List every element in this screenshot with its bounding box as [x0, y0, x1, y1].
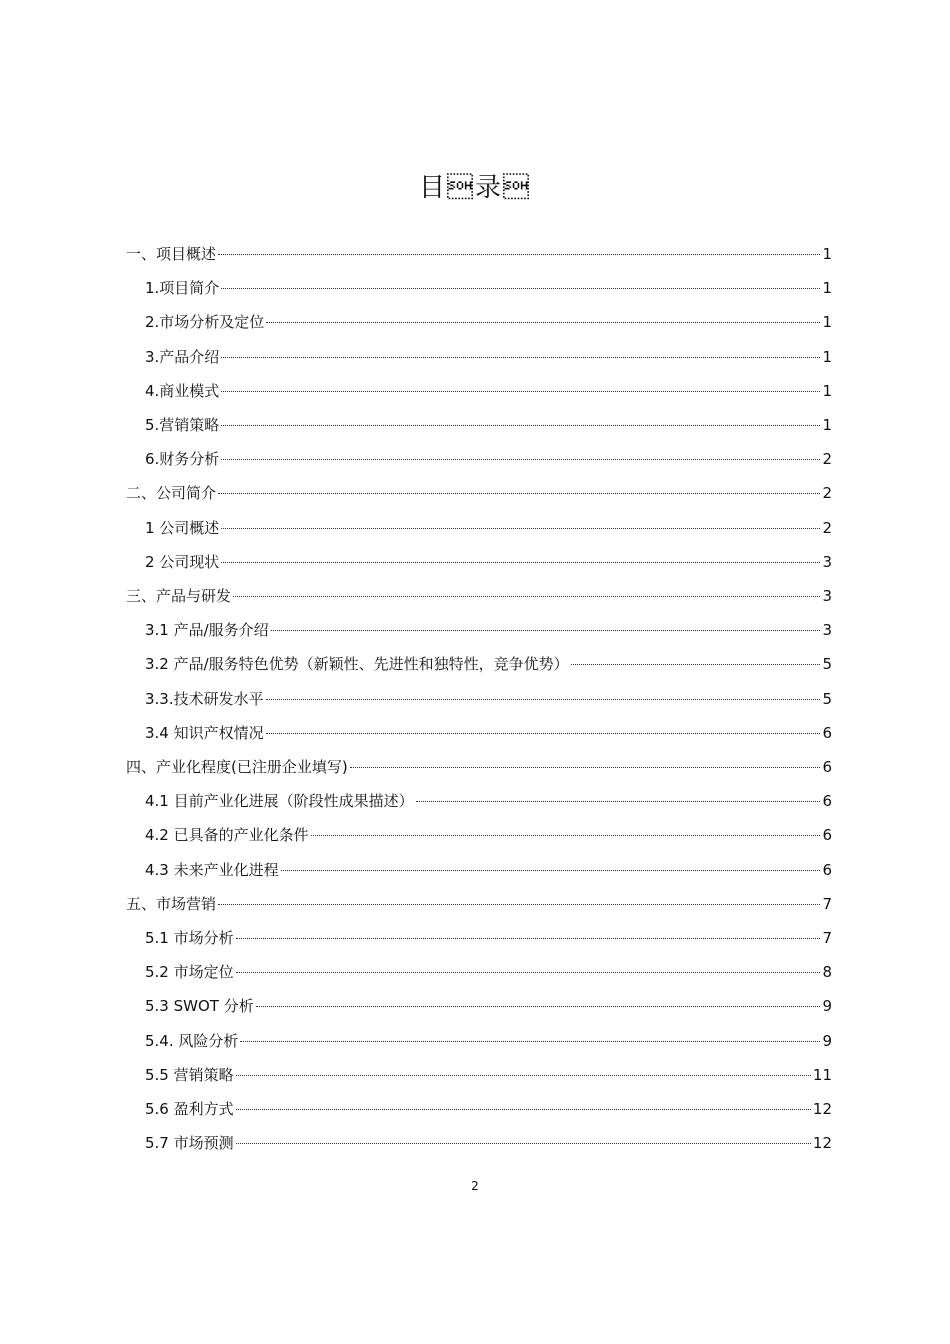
toc-entry-page: 6	[822, 792, 832, 811]
toc-entry-page: 2	[822, 450, 832, 469]
toc-entry[interactable]	[145, 921, 832, 955]
toc-entry-page: 11	[812, 1065, 832, 1084]
toc-entry[interactable]	[145, 784, 832, 818]
toc-entry-page: 3	[822, 621, 832, 640]
toc-entry[interactable]	[145, 1092, 832, 1126]
toc-entry-label: 2 公司现状	[145, 552, 220, 571]
toc-dot-leader	[221, 459, 820, 460]
toc-dot-leader	[236, 1109, 811, 1110]
toc-dot-leader	[236, 972, 821, 973]
toc-dot-leader	[221, 288, 820, 289]
toc-entry-label: 4.1 目前产业化进展（阶段性成果描述）	[145, 792, 414, 811]
toc-entry-label: 5.6 盈利方式	[145, 1100, 234, 1118]
toc-entry-label: 3.3.技术研发水平	[145, 689, 264, 708]
toc-entry-label: 五、市场营销	[126, 894, 217, 913]
toc-entry-label: 5.5 营销策略	[145, 1065, 234, 1084]
toc-dot-leader	[416, 801, 821, 802]
toc-dot-leader	[218, 254, 820, 255]
toc-dot-leader	[218, 904, 820, 905]
toc-entry-page: 7	[822, 894, 832, 913]
toc-dot-leader	[236, 1143, 811, 1144]
toc-entry[interactable]	[145, 613, 832, 647]
toc-dot-leader	[266, 322, 820, 323]
toc-entry-label: 4.2 已具备的产业化条件	[145, 826, 309, 845]
toc-entry[interactable]	[126, 476, 832, 510]
toc-entry-label: 6.财务分析	[145, 450, 220, 469]
toc-entry-label: 5.7 市场预测	[145, 1134, 234, 1153]
toc-entry[interactable]	[145, 340, 832, 374]
toc-entry-label: 3.产品介绍	[145, 347, 220, 366]
toc-entry-page: 6	[822, 826, 832, 845]
toc-entry[interactable]	[145, 989, 832, 1023]
toc-entry[interactable]	[145, 682, 832, 716]
toc-entry[interactable]	[145, 955, 832, 989]
toc-entry-page: 8	[822, 963, 832, 982]
toc-entry-page: 5	[822, 655, 832, 674]
toc-entry-page: 1	[822, 245, 832, 263]
toc-entry-label: 1 公司概述	[145, 518, 220, 537]
toc-dot-leader	[221, 562, 820, 563]
toc-entry-label: 四、产业化程度(已注册企业填写)	[126, 758, 348, 776]
toc-entry-page: 1	[822, 279, 832, 298]
toc-entry-label: 一、项目概述	[126, 245, 217, 263]
toc-entry-label: 5.4. 风险分析	[145, 1031, 239, 1050]
toc-entry-label: 5.3 SWOT 分析	[145, 997, 254, 1016]
toc-entry-label: 3.2 产品/服务特色优势（新颖性、先进性和独特性，竞争优势）	[145, 655, 569, 674]
toc-dot-leader	[233, 596, 820, 597]
toc-dot-leader	[311, 835, 821, 836]
toc-entry-label: 5.营销策略	[145, 416, 220, 434]
toc-entry-page: 1	[822, 381, 832, 400]
toc-entry-page: 5	[822, 689, 832, 708]
toc-entry-page: 3	[822, 587, 832, 605]
toc-dot-leader	[266, 733, 821, 734]
toc-entry-page: 3	[822, 552, 832, 571]
toc-entry[interactable]	[126, 579, 832, 613]
toc-dot-leader	[571, 664, 821, 665]
toc-dot-leader	[236, 1075, 811, 1076]
toc-entry-page: 6	[822, 758, 832, 776]
toc-entry-label: 5.2 市场定位	[145, 963, 234, 982]
toc-title: 目录	[418, 173, 531, 203]
toc-entry[interactable]	[145, 374, 832, 408]
toc-entry[interactable]	[145, 818, 832, 852]
toc-entry-label: 3.4 知识产权情况	[145, 723, 264, 742]
toc-entry-page: 6	[822, 860, 832, 879]
page-number: 2	[471, 1179, 479, 1193]
toc-entry[interactable]	[145, 1024, 832, 1058]
toc-entry-page: 9	[822, 997, 832, 1016]
toc-entry[interactable]	[145, 511, 832, 545]
toc-dot-leader	[221, 357, 820, 358]
toc-entry-page: 2	[822, 484, 832, 503]
toc-entry-label: 1.项目简介	[145, 279, 220, 298]
toc-dot-leader	[218, 493, 820, 494]
toc-entry-label: 二、公司简介	[126, 484, 217, 503]
toc-dot-leader	[350, 767, 821, 768]
toc-entry-label: 2.市场分析及定位	[145, 313, 265, 332]
toc-entry[interactable]	[145, 716, 832, 750]
toc-entry[interactable]	[145, 853, 832, 887]
toc-dot-leader	[271, 630, 821, 631]
toc-dot-leader	[256, 1006, 821, 1007]
toc-entry[interactable]	[145, 408, 832, 442]
toc-entry[interactable]	[126, 750, 832, 784]
toc-entry-page: 1	[822, 313, 832, 332]
toc-entry-label: 4.3 未来产业化进程	[145, 860, 279, 879]
toc-entry[interactable]	[145, 647, 832, 681]
toc-dot-leader	[266, 699, 821, 700]
toc-dot-leader	[221, 528, 820, 529]
toc-entry-label: 3.1 产品/服务介绍	[145, 621, 269, 640]
toc-entry-page: 12	[812, 1100, 832, 1118]
toc-entry[interactable]	[145, 305, 832, 339]
toc-entry-page: 1	[822, 416, 832, 434]
toc-entry[interactable]	[145, 271, 832, 305]
toc-dot-leader	[281, 870, 821, 871]
toc-entry[interactable]	[145, 442, 832, 476]
toc-dot-leader	[221, 391, 820, 392]
toc-entry[interactable]	[126, 237, 832, 271]
toc-entry-label: 三、产品与研发	[126, 587, 232, 605]
toc-dot-leader	[236, 938, 821, 939]
toc-entry[interactable]	[126, 887, 832, 921]
toc-entry[interactable]	[145, 1058, 832, 1092]
toc-entry-page: 9	[822, 1031, 832, 1050]
toc-entry-label: 5.1 市场分析	[145, 929, 234, 947]
toc-entry-label: 4.商业模式	[145, 381, 220, 400]
toc-entry-page: 2	[822, 518, 832, 537]
toc-dot-leader	[240, 1041, 820, 1042]
toc-entry-page: 7	[822, 929, 832, 947]
toc-entry-page: 1	[822, 347, 832, 366]
toc-entry[interactable]	[145, 1126, 832, 1160]
toc-entry[interactable]	[145, 545, 832, 579]
toc-dot-leader	[221, 425, 820, 426]
toc-entry-page: 12	[812, 1134, 832, 1153]
toc-entry-page: 6	[822, 723, 832, 742]
